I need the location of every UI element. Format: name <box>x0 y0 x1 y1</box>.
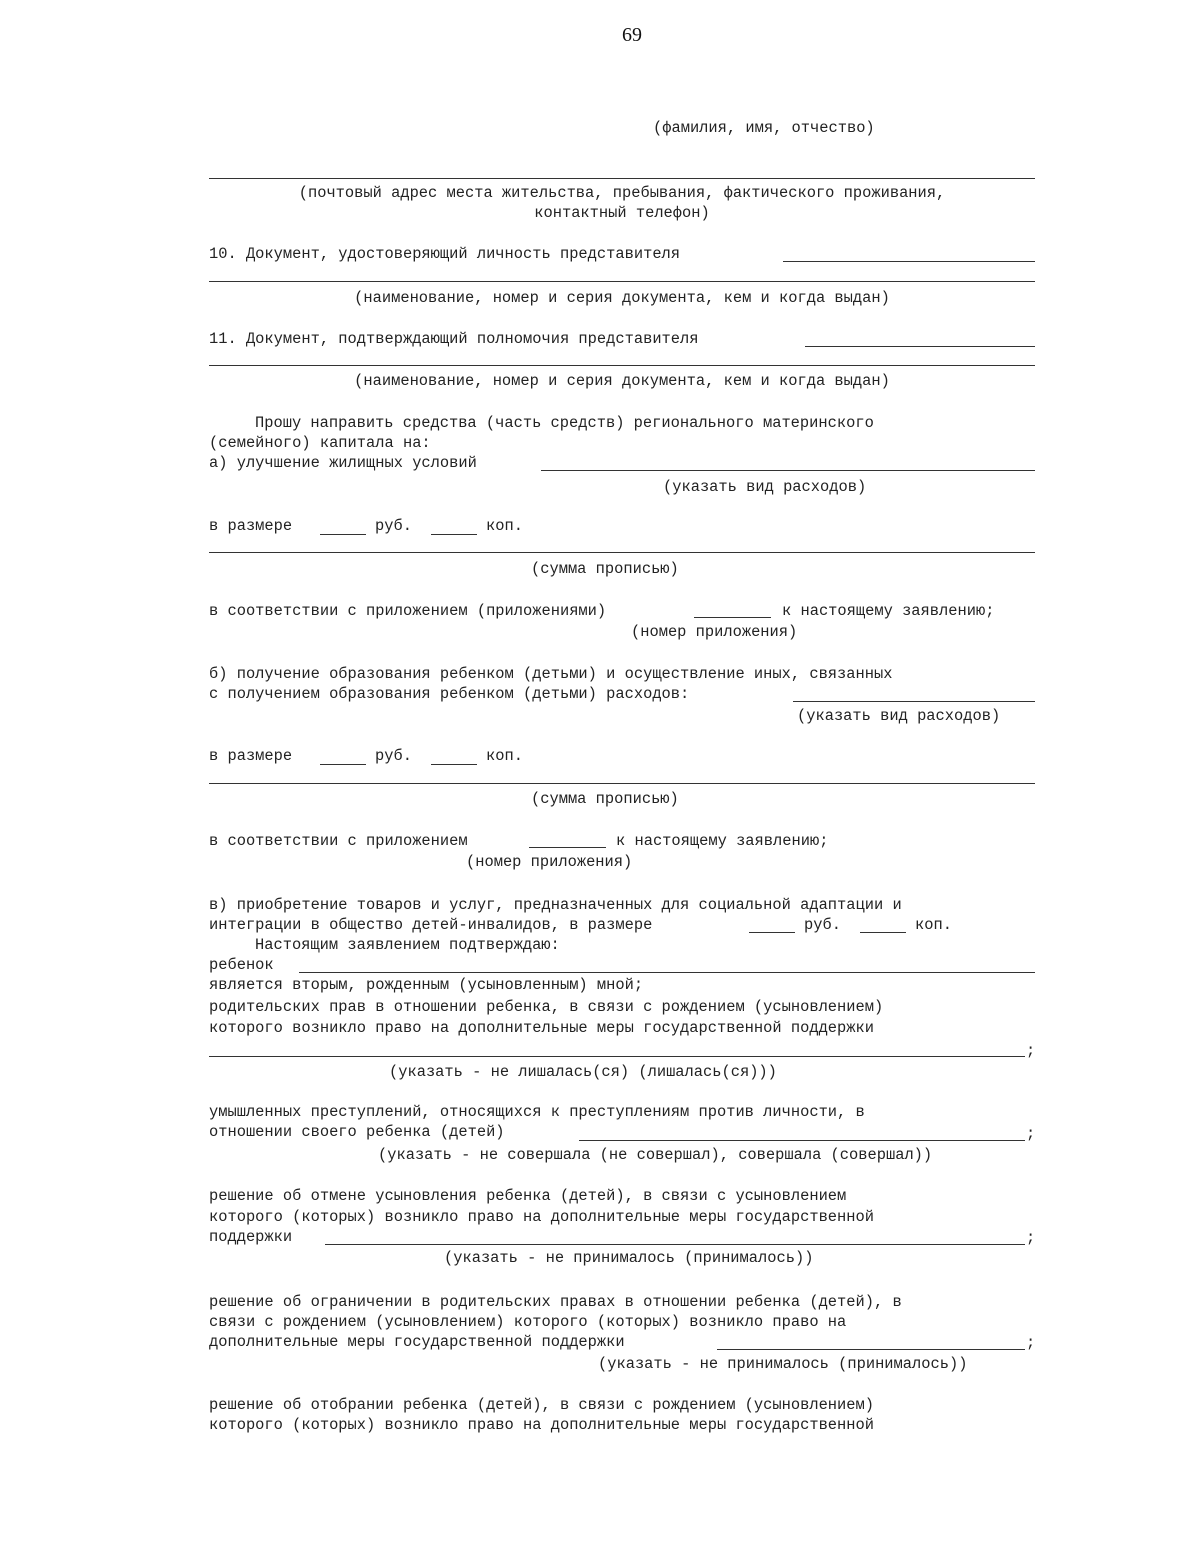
restriction-line2: связи с рождением (усыновлением) которого (которых) возникло право на <box>209 1313 847 1331</box>
request-text-line1: Прошу направить средства (часть средств) регионального материнского <box>255 414 874 432</box>
option-c-kop-input[interactable] <box>860 932 906 933</box>
option-b-sum-words-line[interactable] <box>209 783 1035 784</box>
adoption-cancel-semicolon: ; <box>1026 1229 1036 1247</box>
option-a-appendix-suffix: к настоящему заявлению; <box>782 602 995 620</box>
adoption-cancel-line1: решение об отмене усыновления ребенка (детей), в связи с усыновлением <box>209 1187 847 1205</box>
fio-caption: (фамилия, имя, отчество) <box>653 119 875 137</box>
option-c-label-line2: интеграции в общество детей-инвалидов, в размере <box>209 916 653 934</box>
option-b-rub-label: руб. <box>375 747 412 765</box>
option-b-appendix-caption: (номер приложения) <box>466 853 633 871</box>
crimes-input-line[interactable] <box>579 1140 1025 1141</box>
option-a-rub-input[interactable] <box>320 534 366 535</box>
option-c-rub-input[interactable] <box>749 932 795 933</box>
child-label: ребенок <box>209 956 274 974</box>
option-a-appendix-caption: (номер приложения) <box>631 623 798 641</box>
adoption-cancel-input-line[interactable] <box>325 1244 1025 1245</box>
adoption-cancel-line3: поддержки <box>209 1228 293 1246</box>
option-a-sum-words-line[interactable] <box>209 552 1035 553</box>
page-number: 69 <box>622 24 642 46</box>
option-b-sum-words-caption: (сумма прописью) <box>531 790 679 808</box>
adoption-cancel-line2: которого (которых) возникло право на дополнительные меры государственной <box>209 1208 874 1226</box>
confirm-heading: Настоящим заявлением подтверждаю: <box>255 936 560 954</box>
address-input-line[interactable] <box>209 178 1035 179</box>
second-child-statement: является вторым, рожденным (усыновленным) мной; <box>209 976 644 994</box>
option-a-amount-label: в размере <box>209 517 293 535</box>
rights-input-line[interactable] <box>209 1056 1025 1057</box>
address-caption-line2: контактный телефон) <box>534 204 710 222</box>
option-b-appendix-suffix: к настоящему заявлению; <box>616 832 829 850</box>
option-b-rub-input[interactable] <box>320 764 366 765</box>
crimes-caption: (указать - не совершала (не совершал), совершала (совершал)) <box>378 1146 933 1164</box>
restriction-input-line[interactable] <box>717 1349 1025 1350</box>
option-b-expense-caption: (указать вид расходов) <box>797 707 1001 725</box>
option-c-label-line1: в) приобретение товаров и услуг, предназначенных для социальной адаптации и <box>209 896 902 914</box>
removal-line2: которого (которых) возникло право на дополнительные меры государственной <box>209 1416 874 1434</box>
option-a-kop-label: коп. <box>486 517 523 535</box>
item-11-label: 11. Документ, подтверждающий полномочия представителя <box>209 330 699 348</box>
option-b-appendix-label: в соответствии с приложением <box>209 832 468 850</box>
option-a-sum-words-caption: (сумма прописью) <box>531 560 679 578</box>
item-11-continuation-line[interactable] <box>209 365 1035 366</box>
item-10-continuation-line[interactable] <box>209 281 1035 282</box>
child-name-input-line[interactable] <box>299 972 1035 973</box>
option-a-expense-line[interactable] <box>541 470 1035 471</box>
option-a-kop-input[interactable] <box>431 534 477 535</box>
crimes-semicolon: ; <box>1026 1125 1036 1143</box>
item-10-input-line[interactable] <box>783 261 1035 262</box>
option-b-appendix-input[interactable] <box>529 847 606 848</box>
option-b-label-line2: с получением образования ребенком (детьми) расходов: <box>209 685 690 703</box>
rights-semicolon: ; <box>1026 1042 1036 1060</box>
restriction-line3: дополнительные меры государственной поддержки <box>209 1333 625 1351</box>
option-a-appendix-label: в соответствии с приложением (приложениями) <box>209 602 607 620</box>
adoption-cancel-caption: (указать - не принималось (принималось)) <box>444 1249 814 1267</box>
rights-statement-line1: родительских прав в отношении ребенка, в связи с рождением (усыновлением) <box>209 998 884 1016</box>
item-11-input-line[interactable] <box>805 346 1035 347</box>
rights-caption: (указать - не лишалась(ся) (лишалась(ся))) <box>389 1063 777 1081</box>
removal-line1: решение об отобрании ребенка (детей), в связи с рождением (усыновлением) <box>209 1396 874 1414</box>
option-c-kop-label: коп. <box>915 916 952 934</box>
item-11-doc-caption: (наименование, номер и серия документа, кем и когда выдан) <box>354 372 890 390</box>
option-b-label-line1: б) получение образования ребенком (детьми) и осуществление иных, связанных <box>209 665 893 683</box>
option-c-rub-label: руб. <box>804 916 841 934</box>
option-b-kop-label: коп. <box>486 747 523 765</box>
option-a-appendix-input[interactable] <box>694 617 771 618</box>
option-a-label: а) улучшение жилищных условий <box>209 454 477 472</box>
option-a-expense-caption: (указать вид расходов) <box>663 478 867 496</box>
request-text-line2: (семейного) капитала на: <box>209 434 431 452</box>
option-a-rub-label: руб. <box>375 517 412 535</box>
option-b-amount-label: в размере <box>209 747 293 765</box>
rights-statement-line2: которого возникло право на дополнительные меры государственной поддержки <box>209 1019 874 1037</box>
item-10-doc-caption: (наименование, номер и серия документа, кем и когда выдан) <box>354 289 890 307</box>
item-10-label: 10. Документ, удостоверяющий личность представителя <box>209 245 681 263</box>
restriction-line1: решение об ограничении в родительских правах в отношении ребенка (детей), в <box>209 1293 902 1311</box>
crimes-statement-line2: отношении своего ребенка (детей) <box>209 1123 505 1141</box>
crimes-statement-line1: умышленных преступлений, относящихся к преступлениям против личности, в <box>209 1103 865 1121</box>
option-b-expense-line[interactable] <box>793 701 1035 702</box>
option-b-kop-input[interactable] <box>431 764 477 765</box>
restriction-semicolon: ; <box>1026 1334 1036 1352</box>
restriction-caption: (указать - не принималось (принималось)) <box>598 1355 968 1373</box>
address-caption-line1: (почтовый адрес места жительства, пребывания, фактического проживания, <box>298 184 946 202</box>
